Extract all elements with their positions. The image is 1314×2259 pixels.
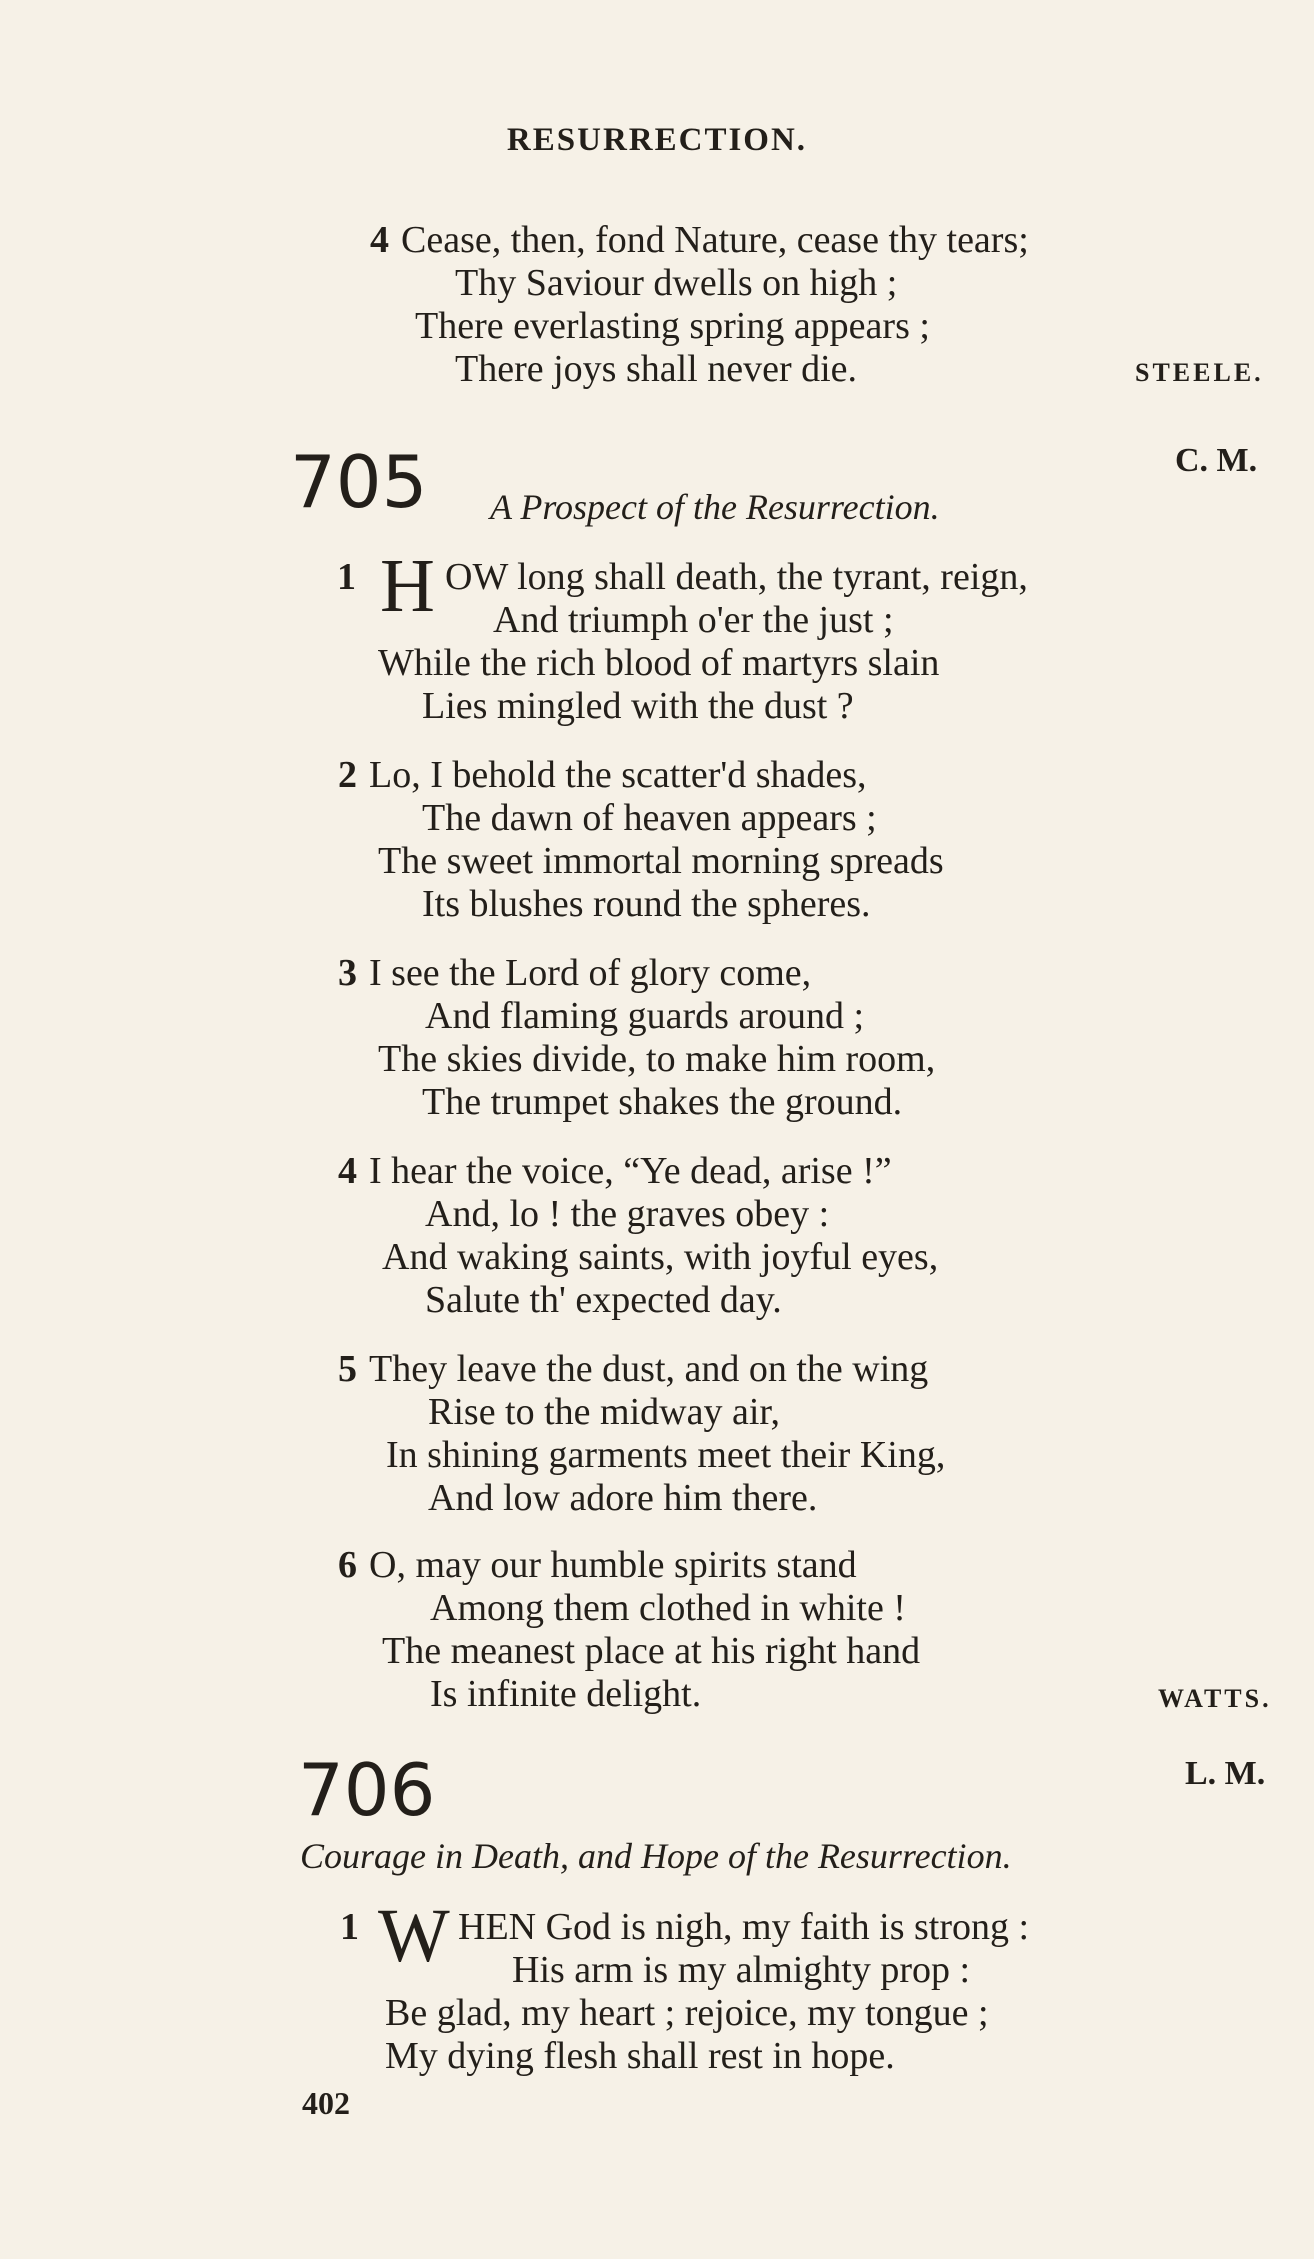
verse-line: There everlasting spring appears ; (415, 305, 930, 347)
verse-line: While the rich blood of martyrs slain (378, 642, 940, 684)
verse-line: And flaming guards around ; (425, 995, 865, 1037)
verse-line: There joys shall never die. (455, 348, 858, 390)
drop-cap: H (380, 544, 435, 628)
verse-line: HEN God is nigh, my faith is strong : (458, 1906, 1030, 1948)
verse-number: 2 (338, 754, 357, 796)
verse-line: Is infinite delight. (430, 1673, 702, 1715)
verse-line: The sweet immortal morning spreads (378, 840, 944, 882)
verse-line: 5 They leave the dust, and on the wing (338, 1348, 929, 1390)
verse-number: 1 (337, 556, 356, 598)
author-attribution: STEELE. (1135, 358, 1264, 387)
verse-line: And low adore him there. (428, 1477, 818, 1519)
verse-line: 4 I hear the voice, “Ye dead, arise !” (338, 1150, 892, 1192)
verse-line: My dying flesh shall rest in hope. (385, 2035, 895, 2077)
drop-cap: W (378, 1894, 450, 1978)
verse-line: The trumpet shakes the ground. (422, 1081, 903, 1123)
hymn-title: Courage in Death, and Hope of the Resurrection. (300, 1836, 1012, 1876)
verse-line: The skies divide, to make him room, (378, 1038, 936, 1080)
verse-line: Rise to the midway air, (428, 1391, 781, 1433)
verse-number: 5 (338, 1348, 357, 1390)
verse-line: Its blushes round the spheres. (422, 883, 871, 925)
verse-line: 2 Lo, I behold the scatter'd shades, (338, 754, 867, 796)
verse-line: Salute th' expected day. (425, 1279, 782, 1321)
hymn-number: 706 (298, 1748, 436, 1832)
hymn-meter: C. M. (1175, 442, 1258, 479)
verse-line: And triumph o'er the just ; (493, 599, 894, 641)
verse-line: 3 I see the Lord of glory come, (338, 952, 812, 994)
verse-line: 6 O, may our humble spirits stand (338, 1544, 857, 1586)
verse-line: And, lo ! the graves obey : (425, 1193, 830, 1235)
running-header: RESURRECTION. (506, 122, 808, 158)
verse-line: 4 Cease, then, fond Nature, cease thy tears; (370, 219, 1029, 261)
verse-number: 1 (340, 1906, 359, 1948)
verse-line: Among them clothed in white ! (430, 1587, 906, 1629)
page-number: 402 (302, 2085, 350, 2121)
verse-line: In shining garments meet their King, (386, 1434, 946, 1476)
hymn-meter: L. M. (1185, 1755, 1266, 1792)
verse-line: And waking saints, with joyful eyes, (382, 1236, 939, 1278)
verse-number: 4 (370, 219, 389, 261)
verse-number: 6 (338, 1544, 357, 1586)
verse-line: The meanest place at his right hand (382, 1630, 921, 1672)
verse-line: Lies mingled with the dust ? (422, 685, 854, 727)
verse-number: 3 (338, 952, 357, 994)
verse-line: His arm is my almighty prop : (512, 1949, 971, 1991)
verse-line: OW long shall death, the tyrant, reign, (445, 556, 1028, 598)
verse-line: Be glad, my heart ; rejoice, my tongue ; (385, 1992, 989, 2034)
hymn-number: 705 (290, 440, 428, 524)
hymn-title: A Prospect of the Resurrection. (490, 487, 940, 527)
author-attribution: WATTS. (1158, 1684, 1272, 1713)
verse-line: The dawn of heaven appears ; (422, 797, 877, 839)
verse-number: 4 (338, 1150, 357, 1192)
verse-line: Thy Saviour dwells on high ; (455, 262, 898, 304)
